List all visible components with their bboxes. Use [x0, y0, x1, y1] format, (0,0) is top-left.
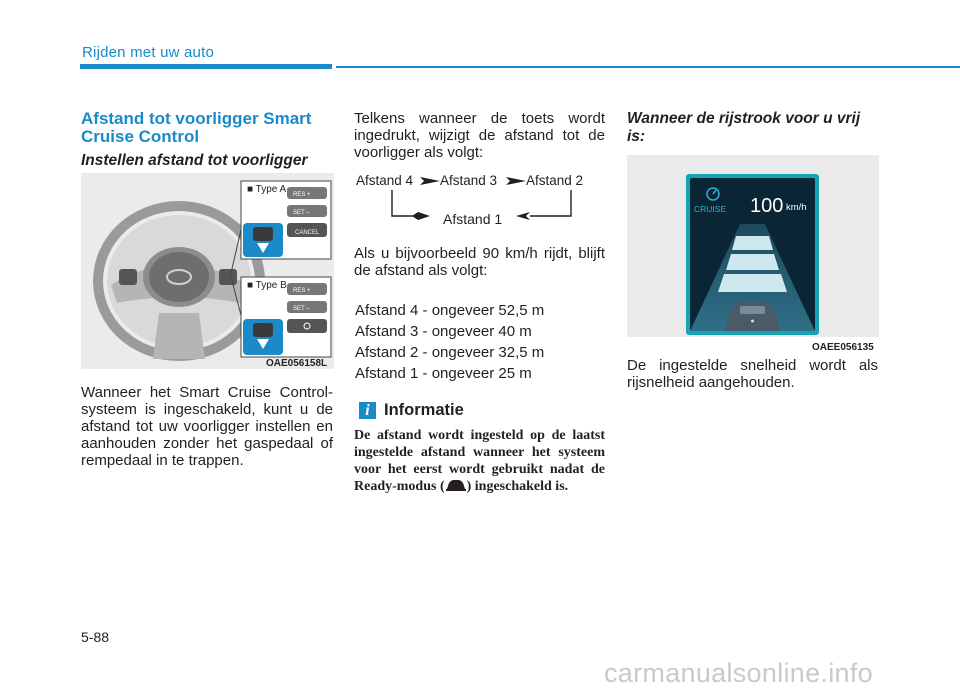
watermark-text: carmanualsonline.info	[604, 658, 873, 688]
cruise-label: CRUISE	[694, 204, 727, 214]
cancel-button-label: CANCEL	[295, 230, 320, 236]
sub-heading-left: Instellen afstand tot voorligger	[81, 152, 308, 169]
cluster-display-frame	[686, 174, 819, 335]
header-rule-thick	[80, 64, 332, 69]
set-speed-value: 100	[750, 195, 784, 217]
cluster-display	[690, 178, 815, 331]
info-text-part-2: ) ingeschakeld is.	[466, 479, 569, 494]
info-text-part-1: De afstand wordt ingesteld op de laatst ingestelde afstand wanneer het systeem voor het eerst wordt gebruikt nadat de Ready-modus (	[354, 428, 605, 494]
set-button-label: SET –	[293, 210, 310, 216]
info-icon: i	[359, 402, 376, 419]
set-button-label-b: SET –	[293, 306, 310, 312]
distance-line-2: Afstand 2 - ongeveer 32,5 m	[355, 344, 545, 361]
info-text	[354, 427, 605, 495]
section-title: Rijden met uw auto	[82, 44, 215, 61]
label-afstand-2: Afstand 2	[526, 173, 584, 188]
speed-unit: km/h	[786, 202, 807, 213]
paragraph-right: De ingestelde snelheid wordt als rijsnelheid aangehouden.	[627, 357, 878, 391]
label-afstand-4: Afstand 4	[356, 173, 414, 188]
figure-caption-right: OAEE056135	[812, 342, 874, 353]
info-title: Informatie	[384, 401, 464, 419]
cluster-figure	[627, 155, 879, 337]
paragraph-middle-1: Telkens wanneer de toets wordt ingedrukt, wijzigt de afstand tot de voorligger als volgt:	[354, 110, 605, 161]
header-rule-thin	[336, 66, 960, 68]
steering-wheel-figure	[81, 173, 334, 369]
sub-heading-right: Wanneer de rijstrook voor u vrij is:	[627, 110, 861, 145]
type-a-label: ■ Type A	[247, 184, 287, 195]
res-button-label: RES +	[293, 192, 311, 198]
res-button-label-b: RES +	[293, 288, 311, 294]
distance-line-1: Afstand 1 - ongeveer 25 m	[355, 365, 532, 382]
paragraph-left: Wanneer het Smart Cruise Control-systeem is ingeschakeld, kunt u de afstand tot uw voorligger instellen en aanhouden zonder het gaspedaal of rempedaal in te trappen.	[81, 384, 333, 469]
distance-diagram	[354, 170, 604, 230]
figure-caption-left: OAE056158L	[266, 358, 328, 369]
label-afstand-3: Afstand 3	[440, 173, 498, 188]
type-b-label: ■ Type B	[247, 280, 287, 291]
paragraph-middle-2: Als u bijvoorbeeld 90 km/h rijdt, blijft de afstand als volgt:	[354, 245, 605, 279]
label-afstand-1: Afstand 1	[443, 211, 503, 227]
page-number: 5-88	[81, 629, 110, 645]
distance-line-3: Afstand 3 - ongeveer 40 m	[355, 323, 532, 340]
distance-line-4: Afstand 4 - ongeveer 52,5 m	[355, 302, 545, 319]
main-heading: Afstand tot voorligger Smart Cruise Control	[81, 109, 312, 146]
car-distance-icon	[445, 478, 467, 491]
steering-wheel-illustration	[81, 173, 334, 369]
